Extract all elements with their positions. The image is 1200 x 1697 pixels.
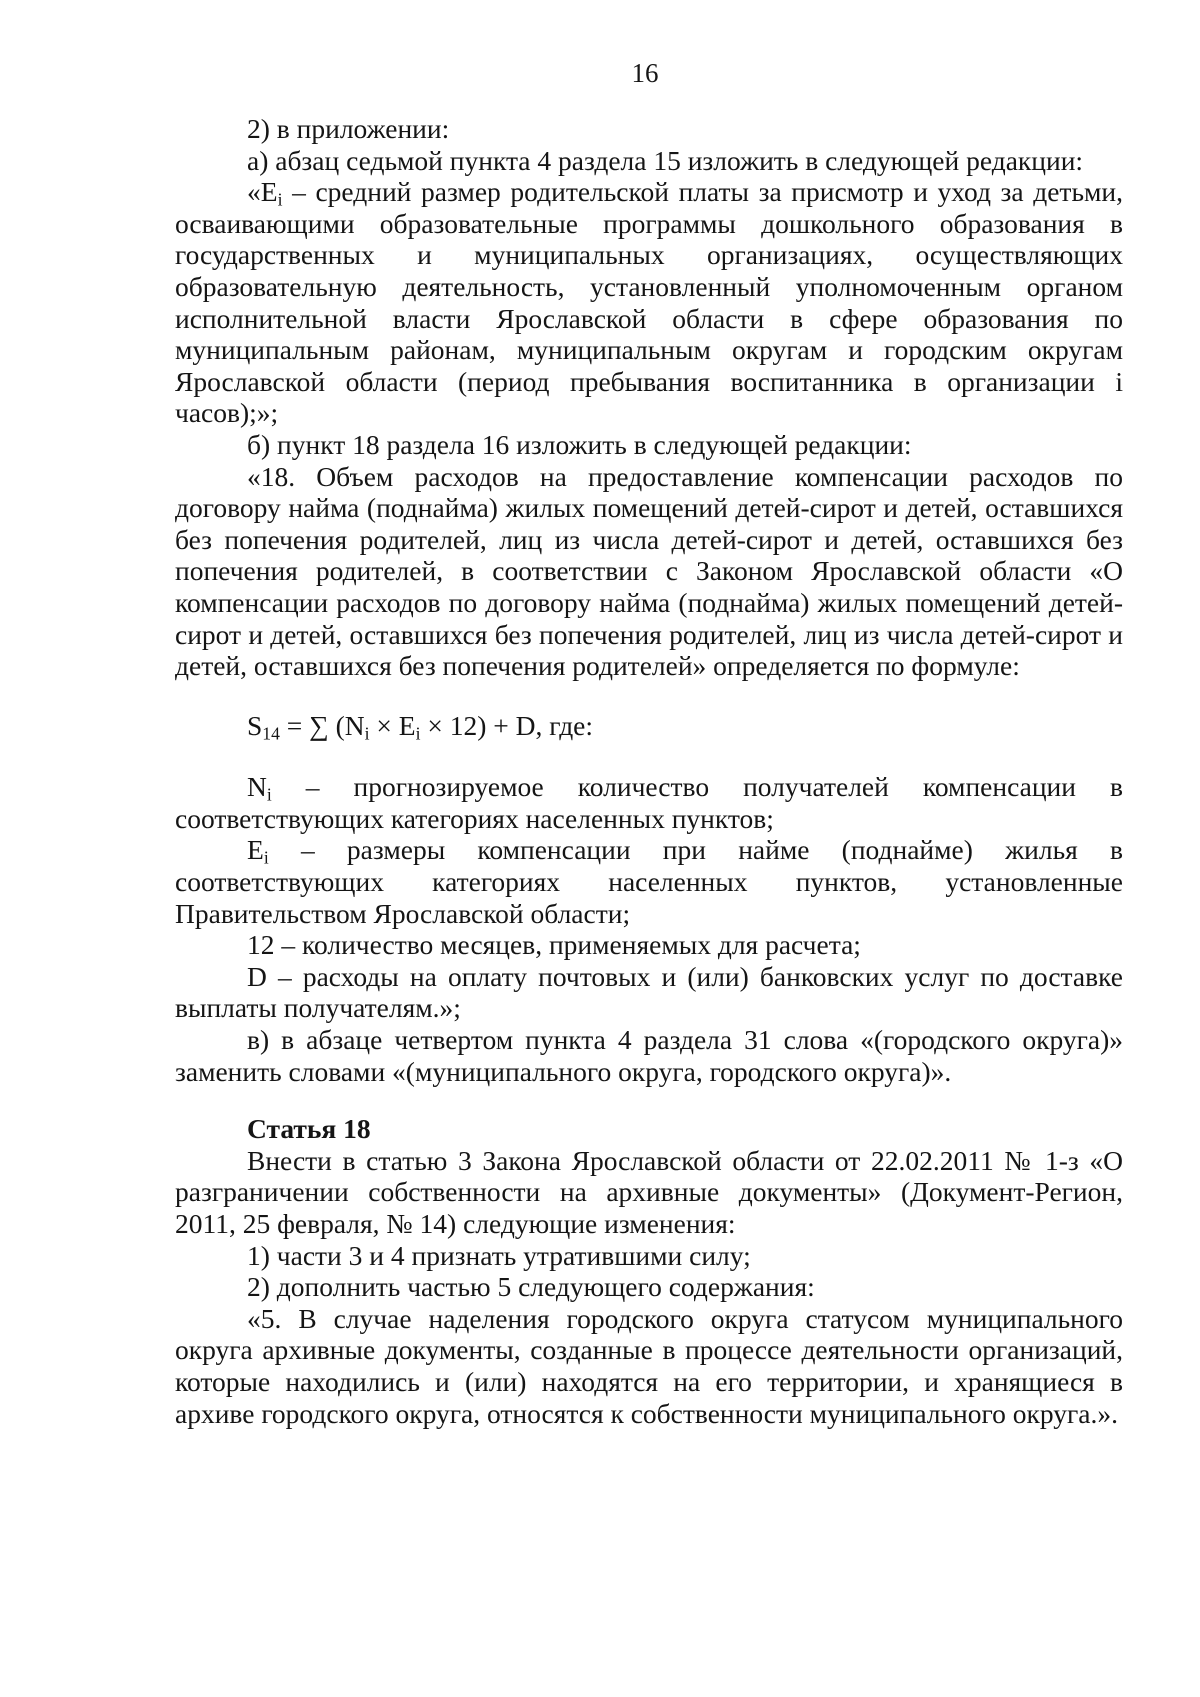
paragraph: б) пункт 18 раздела 16 изложить в следующей редакции: bbox=[247, 428, 912, 460]
paragraph: в) в абзаце четвертом пункта 4 раздела 31 слова «(городского округа)» заменить словами «(муниципального округа, городского округа)». bbox=[175, 1024, 1123, 1087]
paragraph: «18. Объем расходов на предоставление компенсации расходов по договору найма (поднайма) жилых помещений детей-сирот и детей, оставшихся без попечения родителей, лиц из числа детей-сирот и детей, оставшихся без попечения родителей, в соответствии с Законом Ярославской области «О компенсации расходов по договору найма (поднайма) жилых помещений детей-сирот и детей, оставшихся без попечения родителей, лиц из числа детей-сирот и детей, оставшихся без попечения родителей» определяется по формуле: bbox=[175, 460, 1123, 682]
paragraph: «5. В случае наделения городского округа статусом муниципального округа архивные документы, созданные в процессе деятельности организаций, которые находились и (или) находятся на его территории, и хранящиеся в архиве городского округа, относятся к собственности муниципального округа.». bbox=[175, 1302, 1123, 1429]
paragraph: 12 – количество месяцев, применяемых для расчета; bbox=[247, 929, 861, 961]
page-number: 16 bbox=[631, 58, 659, 88]
paragraph: 1) части 3 и 4 признать утратившими силу; bbox=[247, 1239, 751, 1271]
paragraph: 2) в приложении: bbox=[247, 113, 450, 144]
article-heading: Статья 18 bbox=[247, 1113, 371, 1145]
paragraph: D – расходы на оплату почтовых и (или) банковских услуг по доставке выплаты получателям.»; bbox=[175, 960, 1123, 1024]
formula: $S_{14}$ = ∑ $(N_i \times E_i \times 12) + D$, где: bbox=[247, 709, 594, 744]
document-body bbox=[175, 113, 1123, 1429]
spacer bbox=[175, 1087, 1123, 1113]
paragraph: а) абзац седьмой пункта 4 раздела 15 изложить в следующей редакции: bbox=[247, 144, 1084, 176]
paragraph: «$E_i$ – средний размер родительской платы за присмотр и уход за детьми, осваивающими образовательные программы дошкольного образования в государственных и муниципальных организациях, осуществляющих образовательную деятельность, установленный уполномоченным органом исполнительной власти Ярославской области в сфере образования по муниципальным районам, муниципальным округам и городским округам Ярославской области (период пребывания воспитанника в организации i часов);»; bbox=[175, 176, 1123, 429]
paragraph: $E_i$ – размеры компенсации при найме (поднайме) жилья в соответствующих категориях населенных пунктов, установленные Правительством Ярославской области; bbox=[175, 834, 1123, 929]
paragraph: $N_i$ – прогнозируемое количество получателей компенсации в соответствующих категориях населенных пунктов; bbox=[175, 771, 1123, 834]
paragraph: 2) дополнить частью 5 следующего содержания: bbox=[247, 1271, 815, 1303]
paragraph: Внести в статью 3 Закона Ярославской области от 22.02.2011 № 1-з «О разграничении собственности на архивные документы» (Документ-Регион, 2011, 25 февраля, № 14) следующие изменения: bbox=[175, 1144, 1123, 1239]
